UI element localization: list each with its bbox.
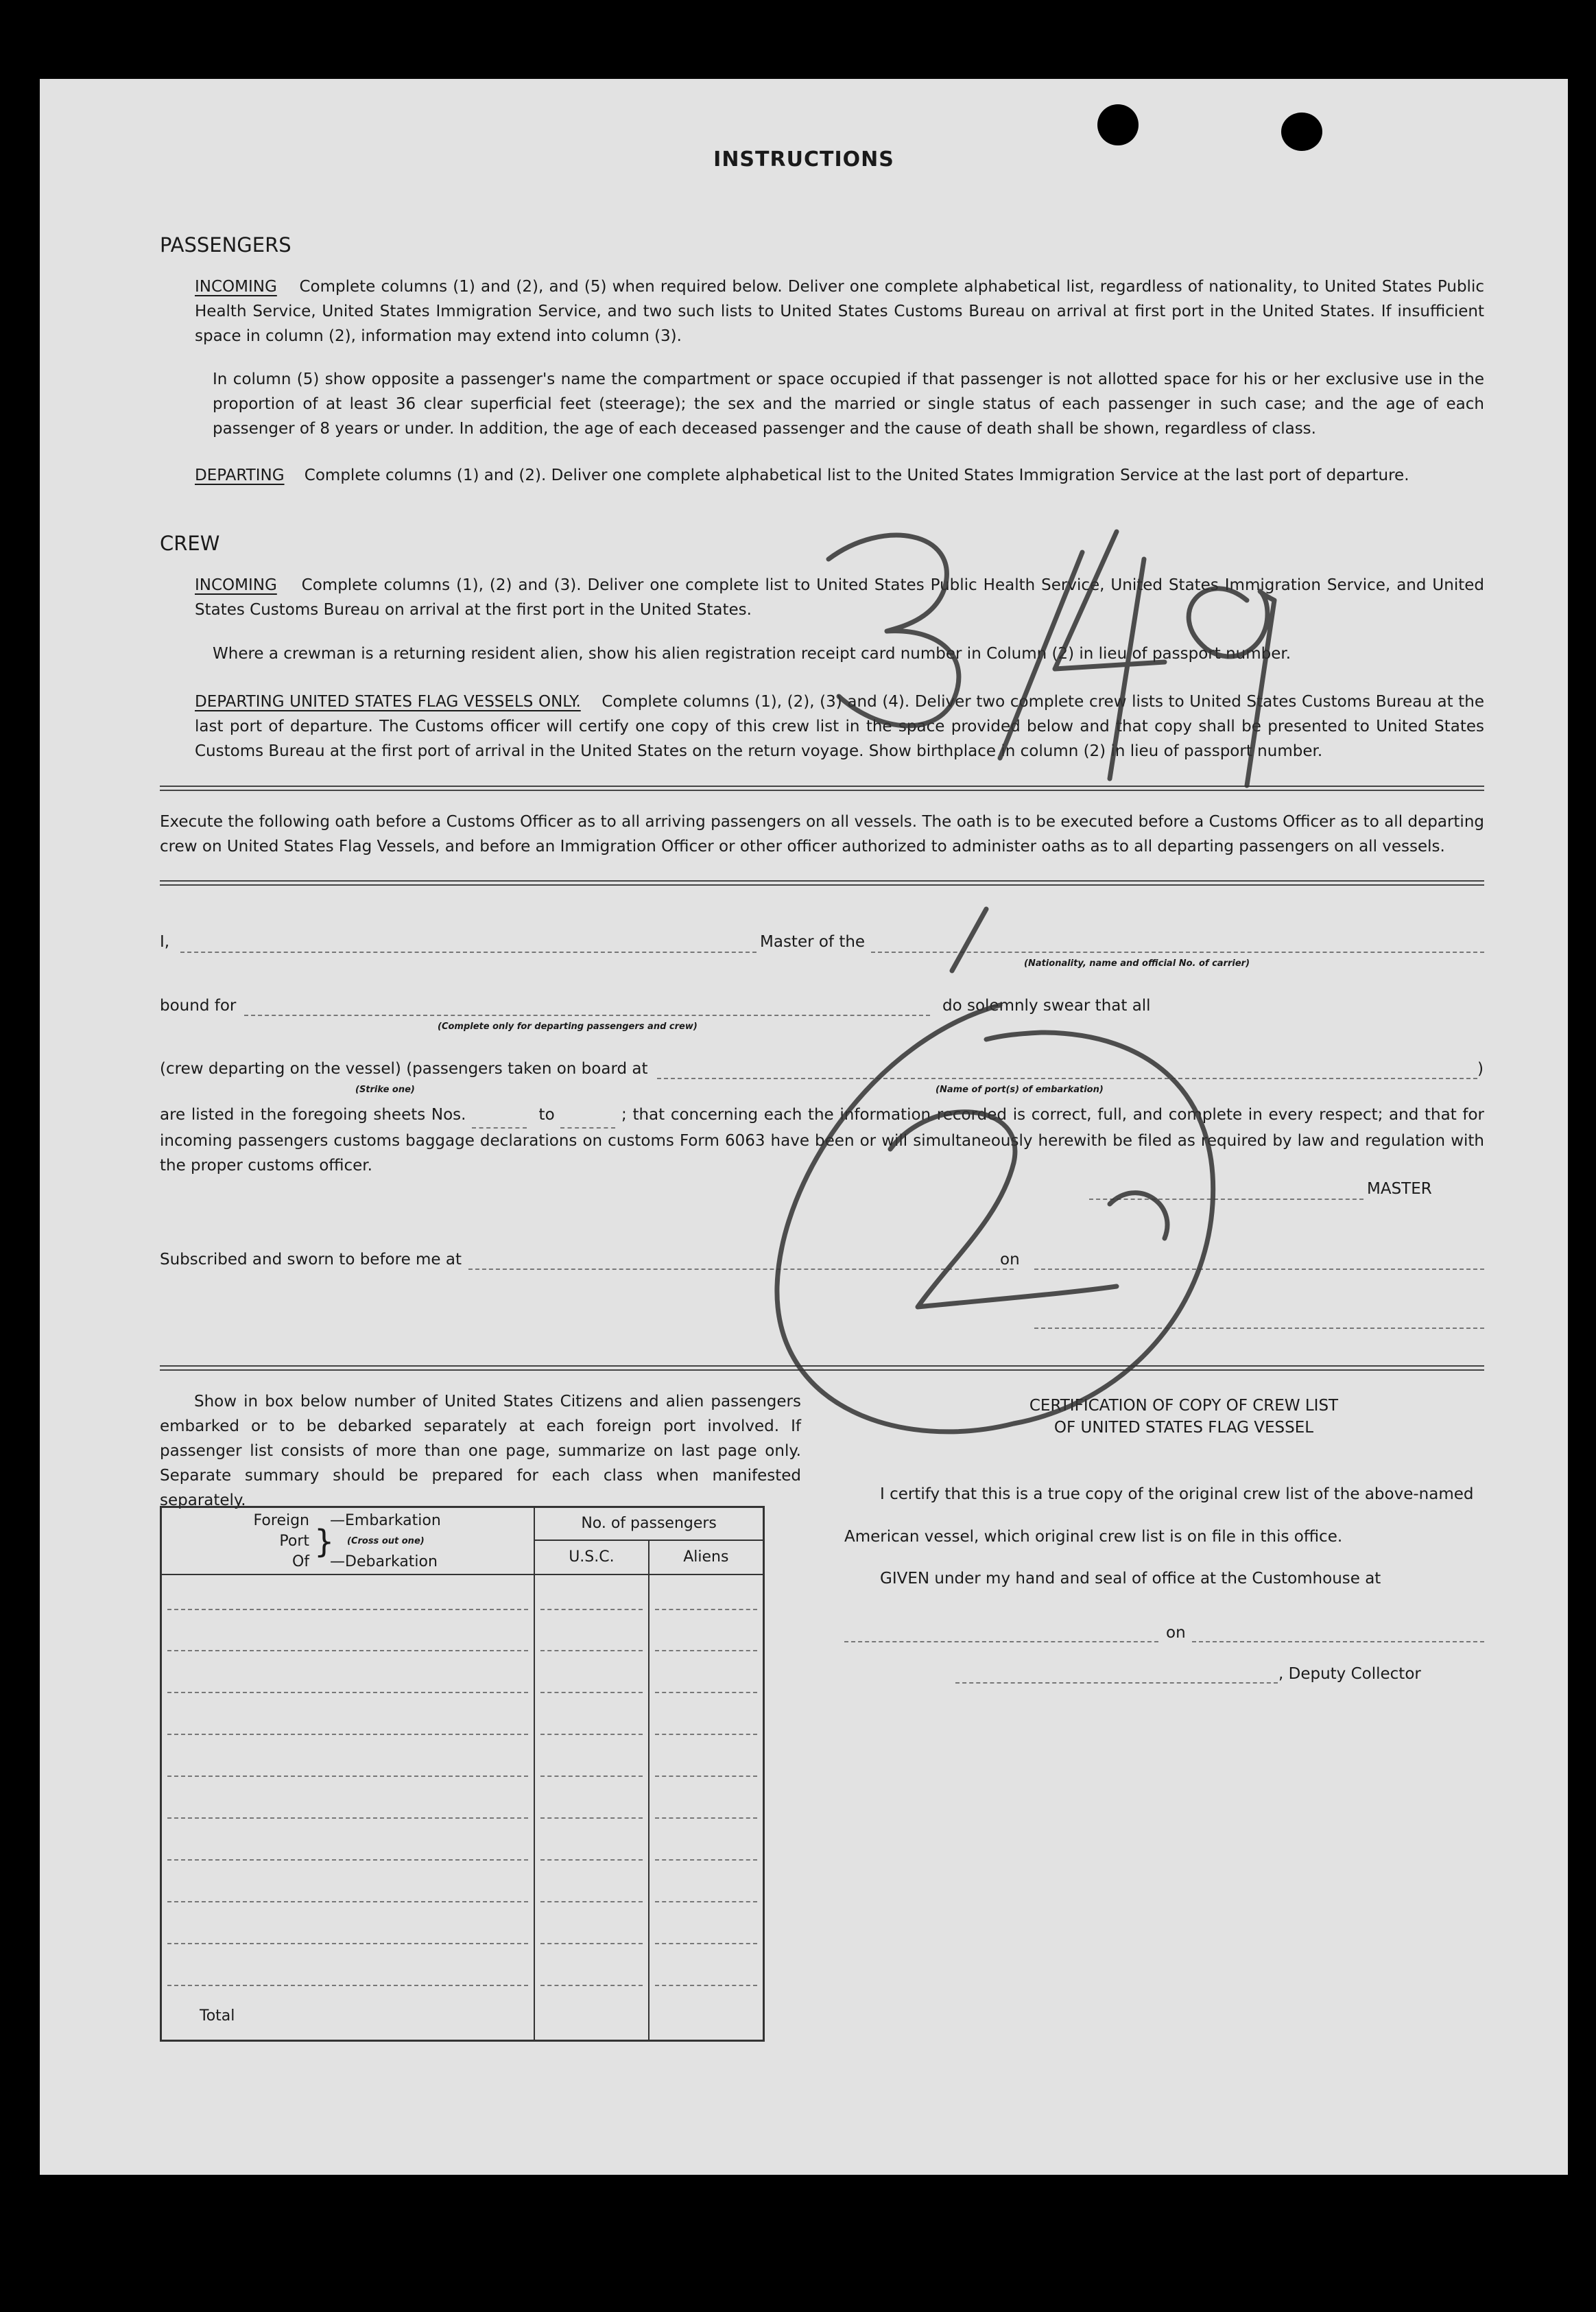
punch-hole <box>1097 104 1139 145</box>
complete-only-caption: (Complete only for departing passengers and crew) <box>438 1022 698 1032</box>
of-label: Of <box>291 1553 309 1570</box>
subscribed-on-label: on <box>1000 1251 1020 1269</box>
strike-caption: (Strike one) <box>355 1085 415 1095</box>
passengers-incoming-text: Complete columns (1) and (2), and (5) when required below. Deliver one complete alphabetical list, regardless of nationality, to United States Public Health Service, United States Immigration Service, and two such lists to United States Customs Bureau on arrival at first port in the United States. If insufficient space in column (2), information may extend into column (3). <box>195 278 1484 345</box>
handwritten-number-nine <box>1189 589 1274 786</box>
handwritten-number-two <box>890 1112 1167 1307</box>
certify-line2: American vessel, which original crew list is on file in this office. <box>844 1528 1343 1546</box>
handwritten-slash <box>1000 552 1082 758</box>
to-label: to <box>538 1106 555 1124</box>
oath-i-label: I, <box>160 933 170 951</box>
close-paren: ) <box>1477 1060 1484 1078</box>
certify-line1: I certify that this is a true copy of the original crew list of the above-named <box>880 1485 1474 1503</box>
passengers-departing-label: DEPARTING <box>195 467 285 484</box>
usc-header: U.S.C. <box>534 1540 648 1574</box>
certification-title-line1: CERTIFICATION OF COPY OF CREW LIST <box>1029 1397 1339 1415</box>
crew-departing-label: (crew departing on the vessel) (passengers taken on board at <box>160 1060 648 1078</box>
total-label: Total <box>200 2007 235 2025</box>
passengers-column5-paragraph: In column (5) show opposite a passenger's name the compartment or space occupied if that passenger is not allotted space for his or her exclusive use in the proportion of at least 36 clear superficial feet (steerage); the sex and the married or single status of each passenger in such case; and the age of each passenger of 8 years or under. In addition, the age of each deceased passenger and the cause of death shall be shown, regardless of class. <box>213 370 1484 438</box>
port-label: Port <box>279 1533 309 1550</box>
punch-hole <box>1281 113 1322 151</box>
listed-prefix: are listed in the foregoing sheets Nos. <box>160 1106 466 1124</box>
page-title: INSTRUCTIONS <box>713 148 894 172</box>
cross-out-caption: (Cross out one) <box>347 1536 425 1546</box>
master-of-label: Master of the <box>760 933 866 951</box>
crew-resident-paragraph: Where a crewman is a returning resident alien, show his alien registration receipt card number in Column (2) in lieu of passport number. <box>213 645 1291 663</box>
bound-for-label: bound for <box>160 997 237 1015</box>
brace-glyph: } <box>314 1523 335 1560</box>
deputy-collector-label: , Deputy Collector <box>1278 1665 1421 1683</box>
passengers-departing-text: Complete columns (1) and (2). Deliver one complete alphabetical list to the United States Immigration Service at the last port of departure. <box>304 467 1409 484</box>
embarkation-label: —Embarkation <box>330 1512 441 1529</box>
master-label: MASTER <box>1367 1180 1432 1198</box>
crew-heading: CREW <box>160 532 220 555</box>
given-text: GIVEN under my hand and seal of office at the Customhouse at <box>880 1570 1381 1588</box>
handwritten-number-three <box>829 535 959 726</box>
handwritten-number-four <box>1055 532 1165 779</box>
ports-caption: (Name of port(s) of embarkation) <box>936 1085 1104 1095</box>
handwritten-slash-lower <box>952 909 986 971</box>
listed-text: ; that concerning each the information recorded is correct, full, and complete in every respect; and that for incoming passengers customs baggage declarations on customs Form 6063 have been or will simultaneously herewith be filed as required by law and regulation with the proper customs officer. <box>160 1106 1485 1175</box>
certification-on-label: on <box>1166 1624 1186 1642</box>
debarkation-label: —Debarkation <box>330 1553 438 1570</box>
crew-incoming-text: Complete columns (1), (2) and (3). Deliver one complete list to United States Public Health Service, United States Immigration Service, and United States Customs Bureau on arrival at the first port in the United States. <box>195 576 1484 619</box>
crew-incoming-label: INCOMING <box>195 576 277 594</box>
subscribed-label: Subscribed and sworn to before me at <box>160 1251 462 1269</box>
handwriting-overlay <box>40 79 1568 2175</box>
document-page <box>40 79 1568 2175</box>
oath-intro-paragraph: Execute the following oath before a Customs Officer as to all arriving passengers on all vessels. The oath is to be executed before a Customs Officer as to all departing crew on United States Flag Vessels, and before an Immigration Officer or other officer authorized to administer oaths as to all departing passengers on all vessels. <box>160 813 1484 856</box>
passengers-count-header: No. of passengers <box>534 1507 763 1540</box>
swear-label: do solemnly swear that all <box>942 997 1151 1015</box>
passengers-heading: PASSENGERS <box>160 233 291 257</box>
foreign-label: Foreign <box>253 1512 309 1529</box>
summary-intro-paragraph: Show in box below number of United States Citizens and alien passengers embarked or to be debarked separately at each foreign port involved. If passenger list consists of more than one page, summarize on last page only. Separate summary should be prepared for each class when manifested separately. <box>160 1393 801 1509</box>
aliens-header: Aliens <box>649 1540 764 1574</box>
circle-around-two <box>777 1005 1213 1432</box>
crew-departing-label: DEPARTING UNITED STATES FLAG VESSELS ONLY. <box>195 693 581 711</box>
certification-title-line2: OF UNITED STATES FLAG VESSEL <box>1053 1419 1314 1437</box>
crew-departing-text: Complete columns (1), (2), (3) and (4). Deliver two complete crew lists to United States Customs Bureau at the last port of departure. The Customs officer will certify one copy of this crew list in the space provided below and that copy shall be presented to United States Customs Bureau at the first port of arrival in the United States on the return voyage. Show birthplace in column (2) in lieu of passport number. <box>195 693 1485 760</box>
passengers-incoming-label: INCOMING <box>195 278 277 296</box>
nationality-caption: (Nationality, name and official No. of carrier) <box>1024 958 1250 969</box>
